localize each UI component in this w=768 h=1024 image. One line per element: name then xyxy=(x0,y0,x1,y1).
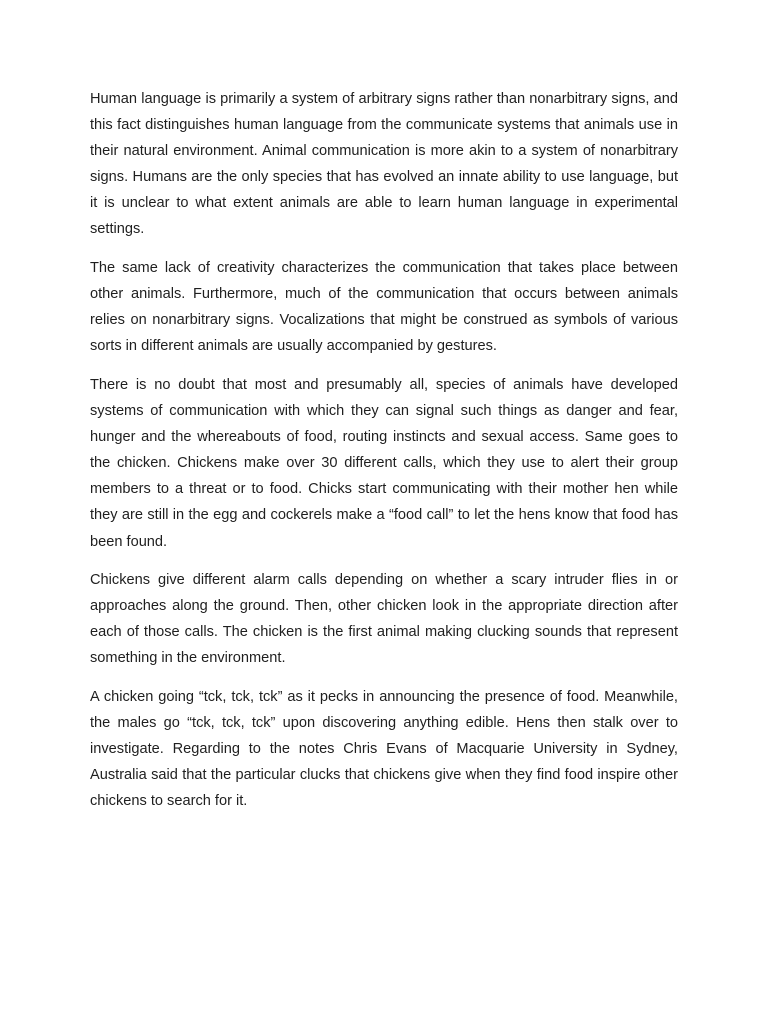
paragraph-lack-of-creativity: The same lack of creativity characterizes the communication that takes place between other animals. Furthermore, much of the communication that occurs between animals relies on nonarbitrary signs. Vocalizations that might be construed as symbols of various sorts in different animals are usually accompanied by gestures. xyxy=(90,260,678,355)
paragraph-language-signs: Human language is primarily a system of arbitrary signs rather than nonarbitrary signs, and this fact distinguishes human language from the communicate systems that animals use in their natural environment. Animal communication is more akin to a system of nonarbitrary signs. Humans are the only species that has evolved an innate ability to use language, but it is unclear to what extent animals are able to learn human language in experimental settings. xyxy=(90,91,678,238)
paragraph-alarm-calls: Chickens give different alarm calls depending on whether a scary intruder flies in or approaches along the ground. Then, other chicken look in the appropriate direction after each of those calls. The chicken is the first animal making clucking sounds that represent something in the environment. xyxy=(90,572,678,667)
paragraph-food-calls: A chicken going “tck, tck, tck” as it pecks in announcing the presence of food. Meanwhile, the males go “tck, tck, tck” upon discovering anything edible. Hens then stalk over to investigate. Regarding to the notes Chris Evans of Macquarie University in Sydney, Australia said that the particular clucks that chickens give when they find food inspire other chickens to search for it. xyxy=(90,688,678,810)
paragraph-animal-communication-systems: There is no doubt that most and presumably all, species of animals have developed systems of communication with which they can signal such things as danger and fear, hunger and the whereabouts of food, routing instincts and sexual access. Same goes to the chicken. Chickens make over 30 different calls, which they use to alert their group members to a threat or to food. Chicks start communicating with their mother hen while they are still in the egg and cockerels make a “food call” to let the hens know that food has been found. xyxy=(90,376,678,550)
document-page xyxy=(90,86,678,827)
